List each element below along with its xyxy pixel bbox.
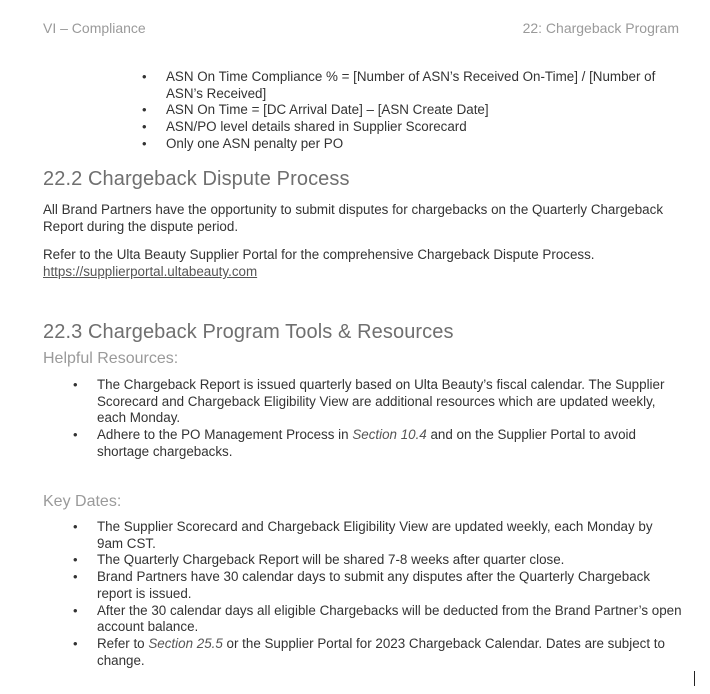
list-item: • ASN/PO level details shared in Supplier Scorecard <box>166 119 666 136</box>
text-cursor <box>694 671 695 686</box>
key-dates-heading: Key Dates: <box>43 493 122 510</box>
portal-paragraph <box>43 246 683 280</box>
list-item-text: Adhere to the PO Management Process in <box>97 427 353 443</box>
list-item <box>97 427 687 460</box>
supplier-portal-link[interactable]: https://supplierportal.ultabeauty.com <box>43 264 258 279</box>
list-item-text: and on the Supplier Portal to avoid shortage chargebacks. <box>97 427 636 459</box>
key-dates-list <box>97 519 682 669</box>
list-item: • ASN On Time = [DC Arrival Date] – [ASN Create Date] <box>166 102 666 119</box>
list-item: • ASN On Time Compliance % = [Number of ASN’s Received On-Time] / [Number of ASN’s Received] <box>166 69 666 102</box>
helpful-resources-list <box>97 377 687 461</box>
list-item <box>97 636 682 669</box>
header-section-label: VI – Compliance <box>43 20 146 36</box>
section-heading-dispute: 22.2 Chargeback Dispute Process <box>43 168 350 190</box>
list-item: • Only one ASN penalty per PO <box>166 136 666 153</box>
list-item: • Brand Partners have 30 calendar days to submit any disputes after the Quarterly Chargeback report is issued. <box>97 569 682 602</box>
list-item-text: or the Supplier Portal for 2023 Chargeback Calendar. Dates are subject to change. <box>97 635 665 668</box>
section-reference: Section 25.5 <box>148 635 223 651</box>
header-chapter-label: 22: Chargeback Program <box>522 20 679 36</box>
section-reference: Section 10.4 <box>352 427 427 443</box>
asn-bullet-list <box>166 69 666 153</box>
list-item: • The Supplier Scorecard and Chargeback Eligibility View are updated weekly, each Monday by 9am CST. <box>97 519 682 552</box>
list-item-text: Refer to <box>97 635 149 651</box>
section-heading-tools: 22.3 Chargeback Program Tools & Resources <box>43 321 454 343</box>
helpful-resources-heading: Helpful Resources: <box>43 350 179 367</box>
portal-text: Refer to the Ulta Beauty Supplier Portal for the comprehensive Chargeback Dispute Process. <box>43 247 595 262</box>
dispute-paragraph: All Brand Partners have the opportunity to submit disputes for chargebacks on the Quarterly Chargeback Report during the dispute period. <box>43 202 664 234</box>
list-item: • The Chargeback Report is issued quarterly based on Ulta Beauty’s fiscal calendar. The Supplier Scorecard and Chargeback Eligibility View are additional resources which are updated weekly, each Monday. <box>97 377 687 427</box>
list-item: • After the 30 calendar days all eligible Chargebacks will be deducted from the Brand Partner’s open account balance. <box>97 603 682 636</box>
list-item: • The Quarterly Chargeback Report will be shared 7-8 weeks after quarter close. <box>97 552 682 569</box>
